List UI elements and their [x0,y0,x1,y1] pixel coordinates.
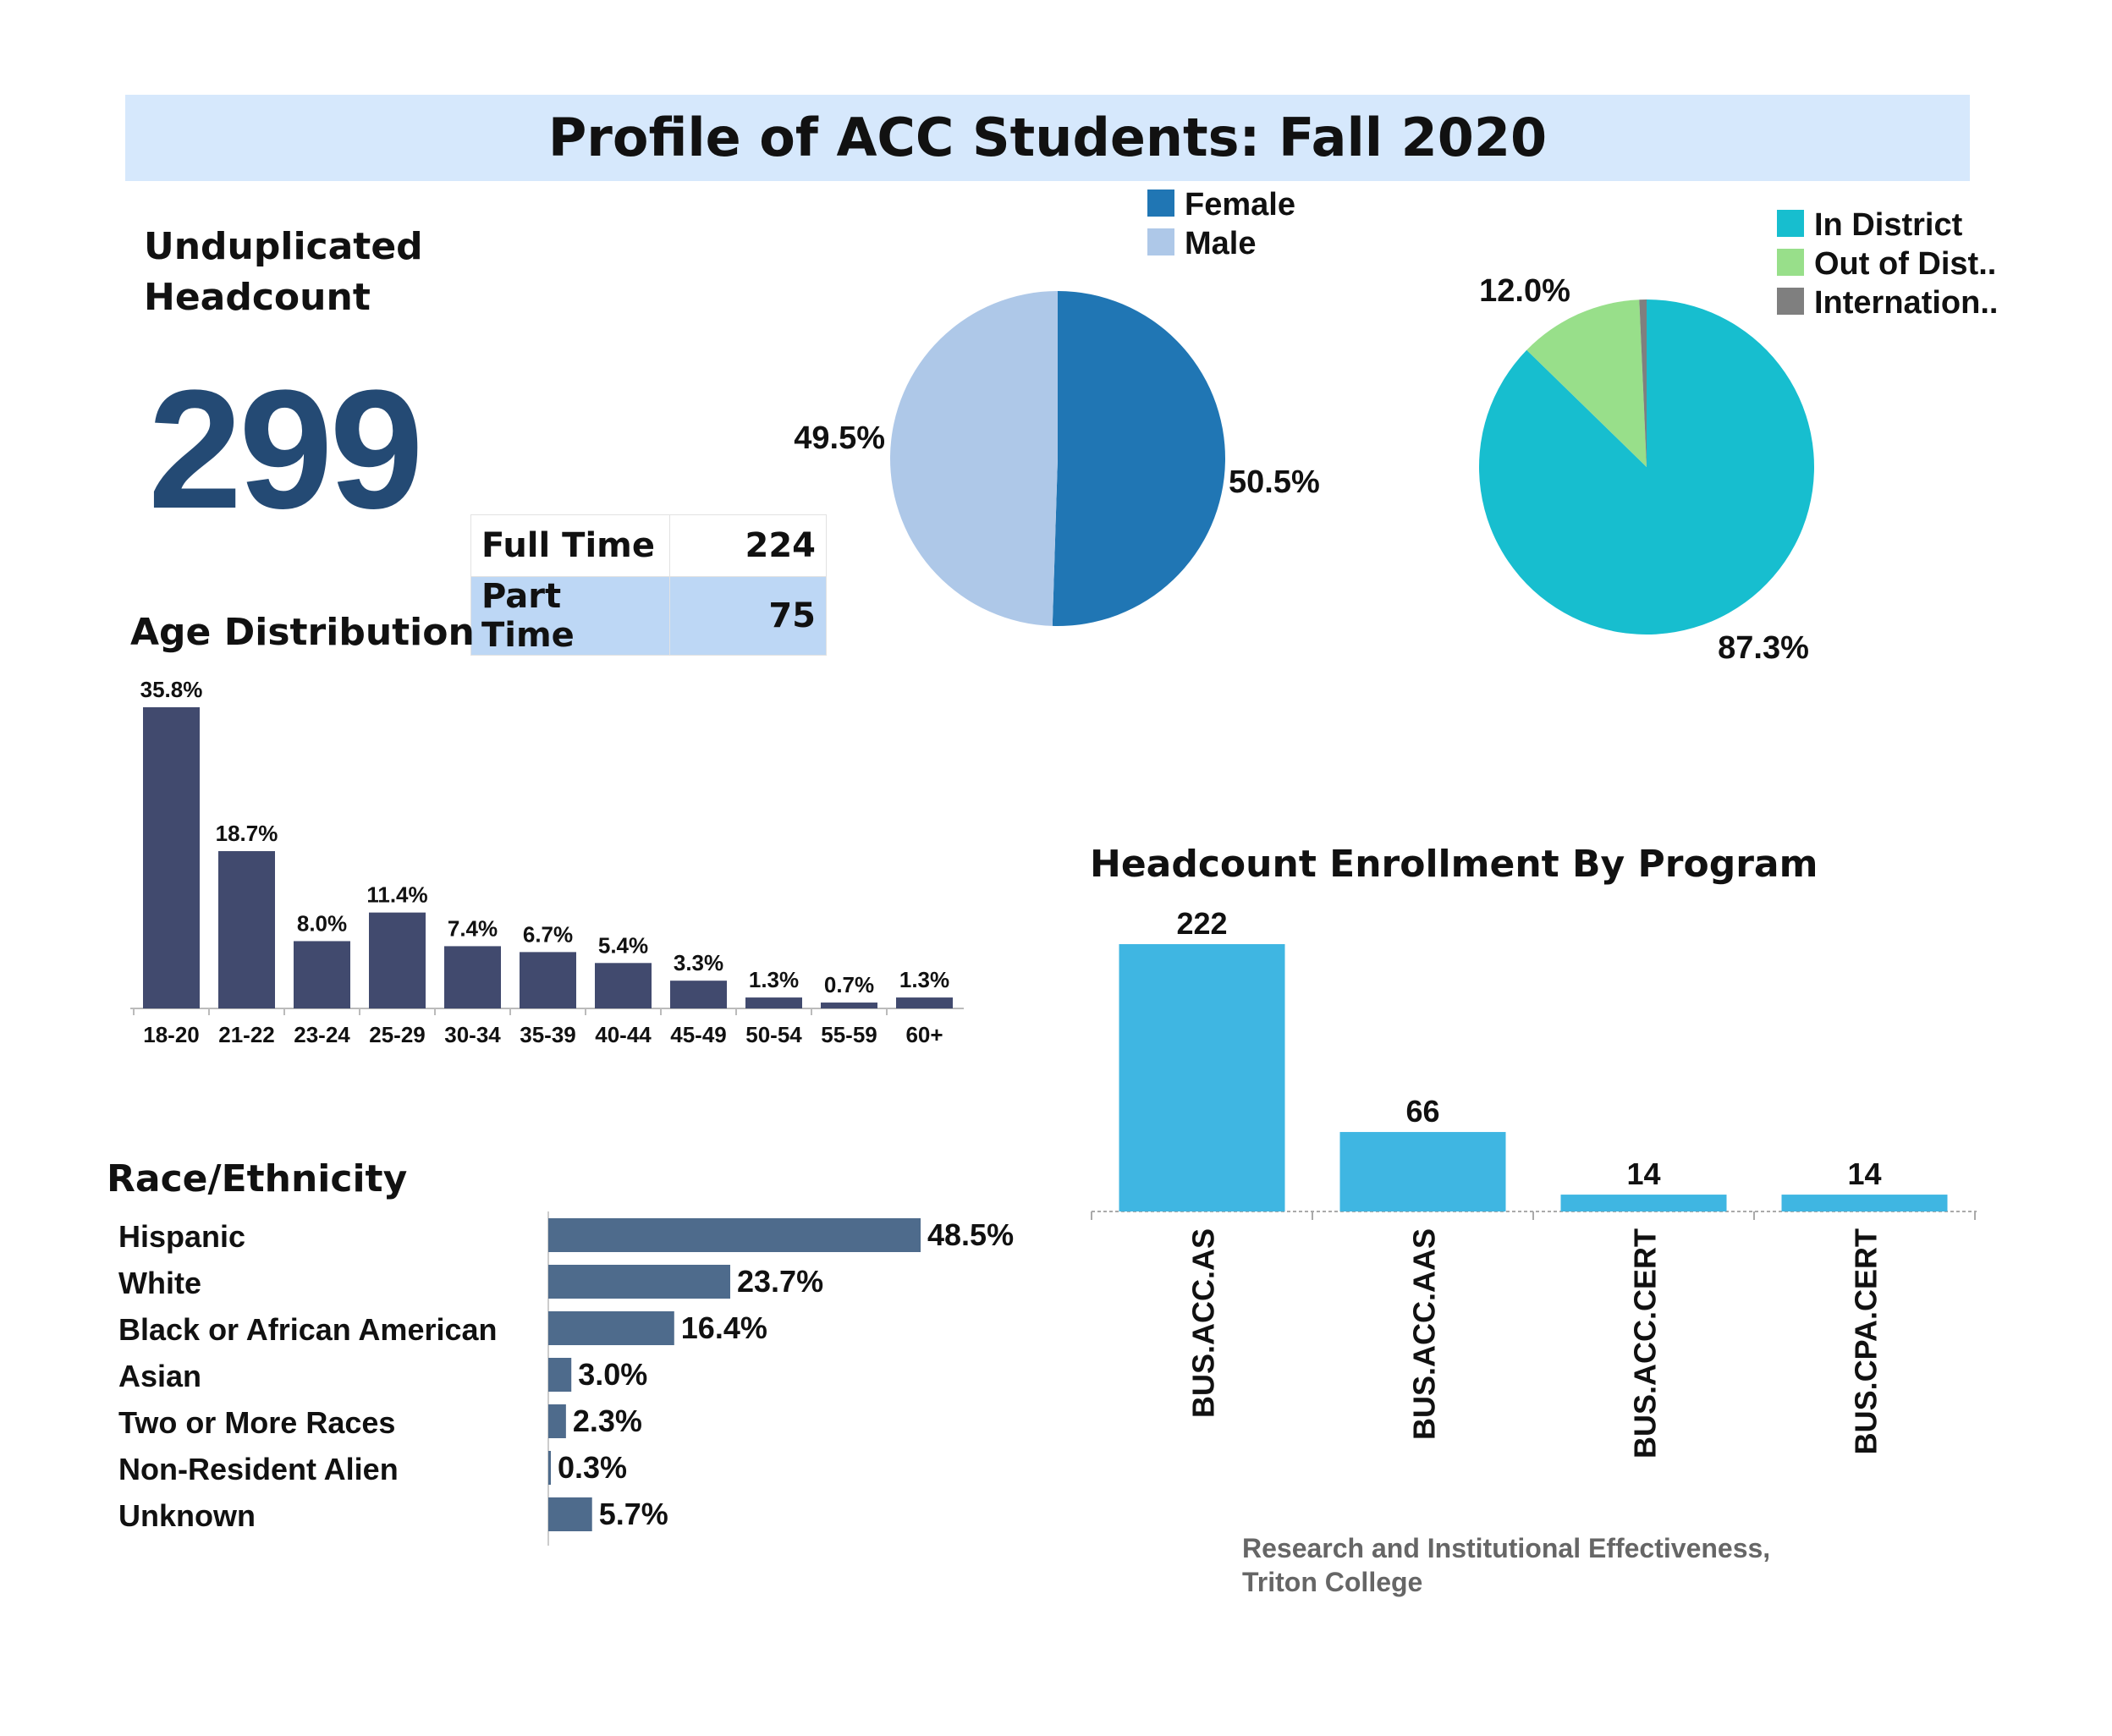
age-data-label: 7.4% [447,915,498,942]
residency-slice-label: 12.0% [1479,273,1570,309]
age-bar [143,707,200,1008]
gender-slice [890,291,1058,626]
age-data-label: 1.3% [899,967,950,993]
program-data-label: 14 [1847,1156,1882,1192]
age-bar-chart [130,677,964,1047]
status-label: Part Time [471,577,670,656]
race-data-label: 5.7% [598,1497,668,1531]
status-value: 75 [670,577,827,656]
status-label: Full Time [471,515,670,577]
race-bar [548,1265,730,1299]
program-bar [1782,1195,1948,1211]
residency-legend-label: In District [1814,207,1963,243]
age-data-label: 1.3% [748,967,800,993]
age-bar [670,981,727,1008]
program-data-label: 66 [1405,1094,1440,1129]
race-data-label: 2.3% [572,1404,642,1438]
race-data-label: 3.0% [578,1357,648,1392]
race-bar-chart [118,1211,1014,1546]
headcount-label-line1: Unduplicated [144,225,423,268]
race-category-label: White [118,1266,201,1300]
age-tick-label: 23-24 [294,1022,350,1047]
residency-legend-label: Out of Dist.. [1814,246,1997,282]
race-ethnicity-title: Race/Ethnicity [107,1157,408,1200]
race-bar [548,1218,921,1252]
age-data-label: 6.7% [522,921,574,948]
footer-line2: Triton College [1242,1567,1423,1597]
program-tick-label: BUS.ACC.AAS [1406,1228,1442,1441]
race-category-label: Asian [118,1359,202,1393]
program-enrollment-title: Headcount Enrollment By Program [1090,843,1818,886]
gender-slice-label: 49.5% [794,420,885,456]
age-tick-label: 55-59 [821,1022,877,1047]
age-bar [896,997,953,1008]
age-tick-label: 60+ [905,1022,943,1047]
residency-legend-swatch [1777,210,1804,237]
program-bar [1119,944,1285,1211]
age-bar [294,941,350,1008]
age-tick-label: 21-22 [218,1022,275,1047]
race-category-label: Black or African American [118,1312,498,1347]
race-data-label: 48.5% [927,1217,1015,1252]
age-tick-label: 50-54 [745,1022,802,1047]
gender-slice-label: 50.5% [1229,464,1320,500]
program-tick-label: BUS.ACC.CERT [1627,1228,1663,1459]
age-bar [369,913,426,1008]
residency-legend-swatch [1777,249,1804,276]
program-data-label: 14 [1626,1156,1661,1192]
gender-slice [1053,291,1225,626]
age-data-label: 3.3% [673,950,724,976]
age-tick-label: 40-44 [595,1022,652,1047]
residency-legend-swatch [1777,288,1804,315]
age-data-label: 18.7% [215,821,278,847]
program-tick-label: BUS.ACC.AS [1185,1228,1221,1419]
age-data-label: 11.4% [366,882,428,908]
gender-legend-label: Female [1185,187,1295,222]
race-data-label: 0.3% [558,1450,628,1485]
program-data-label: 222 [1176,906,1228,941]
race-category-label: Non-Resident Alien [118,1452,399,1486]
age-bar [745,997,802,1008]
gender-legend-swatch [1147,228,1174,255]
residency-pie [1479,273,1814,666]
age-bar [218,851,275,1008]
age-bar [595,963,652,1008]
age-data-label: 0.7% [823,972,875,998]
footer-line1: Research and Institutional Effectiveness, [1242,1533,1771,1563]
race-bar [548,1497,592,1531]
race-data-label: 16.4% [680,1310,767,1345]
age-tick-label: 18-20 [143,1022,200,1047]
age-bar [520,952,576,1008]
gender-legend-label: Male [1185,226,1257,261]
residency-legend-label: Internation.. [1814,285,1999,321]
age-tick-label: 45-49 [670,1022,727,1047]
program-bar [1340,1132,1506,1211]
race-category-label: Hispanic [118,1219,246,1254]
age-bar [444,946,501,1008]
race-bar [548,1404,566,1438]
headcount-value: 299 [148,355,421,544]
age-data-label: 5.4% [597,932,649,959]
age-bar [821,1003,877,1008]
age-tick-label: 30-34 [444,1022,501,1047]
age-data-label: 8.0% [296,910,348,937]
race-bar [548,1358,571,1392]
footer-credit [1242,1531,1770,1599]
program-tick-label: BUS.CPA.CERT [1848,1228,1884,1455]
gender-pie [794,291,1320,626]
gender-legend-swatch [1147,190,1174,217]
race-category-label: Unknown [118,1498,256,1533]
headcount-label-line2: Headcount [144,276,371,319]
age-tick-label: 35-39 [520,1022,576,1047]
age-tick-label: 25-29 [369,1022,426,1047]
program-bar-chart [1092,906,1977,1459]
status-value: 224 [670,515,827,577]
age-data-label: 35.8% [140,677,203,702]
race-data-label: 23.7% [737,1264,824,1299]
residency-slice-label: 87.3% [1718,630,1809,666]
race-bar [548,1451,551,1485]
race-bar [548,1311,674,1345]
program-bar [1561,1195,1727,1211]
age-distribution-title: Age Distribution [130,611,475,654]
page-title: Profile of ACC Students: Fall 2020 [547,107,1548,168]
race-category-label: Two or More Races [118,1405,396,1440]
